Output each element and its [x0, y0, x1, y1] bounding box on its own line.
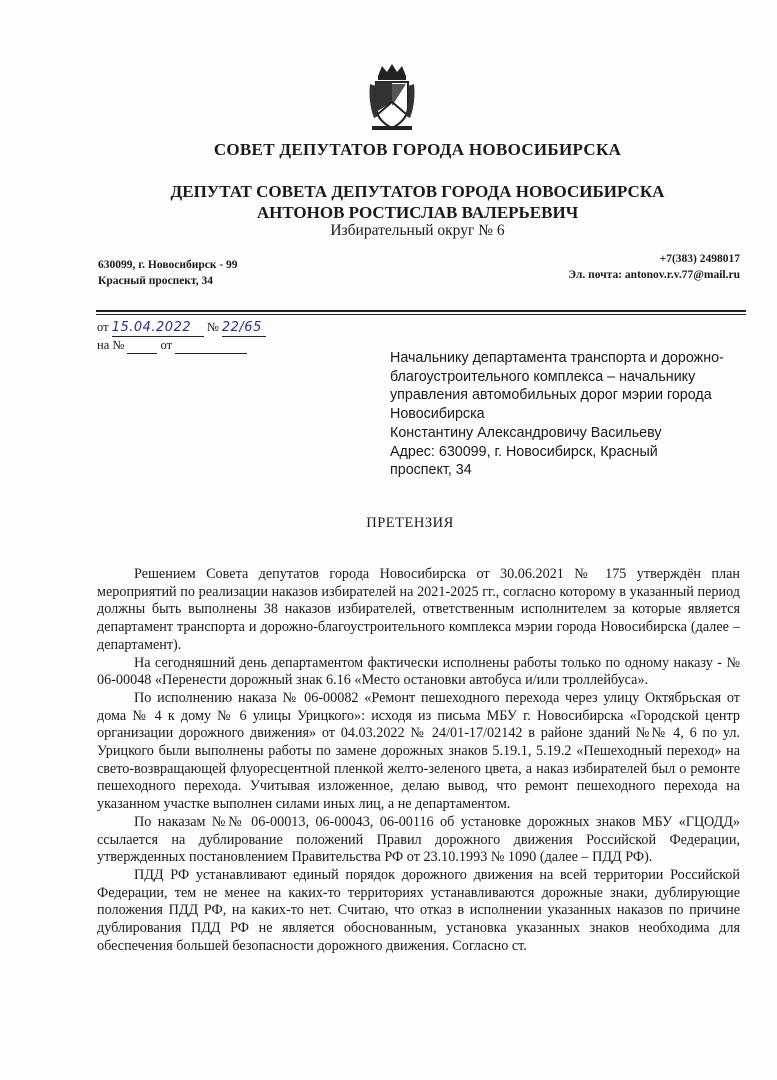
addressee-line: Начальнику департамента транспорта и дорожно- [390, 350, 724, 366]
reply-number-blank [127, 337, 157, 354]
email-address: Эл. почта: antonov.r.v.77@mail.ru [568, 269, 740, 281]
reference-line-outgoing [97, 319, 266, 337]
addressee-line: Константину Александровичу Васильеву [390, 424, 662, 441]
document-title: ПРЕТЕНЗИЯ [366, 515, 454, 531]
council-name: СОВЕТ ДЕПУТАТОВ ГОРОДА НОВОСИБИРСКА [213, 140, 622, 159]
body-paragraph: ПДД РФ устанавливают единый порядок дорожного движения на всей территории Российской Федерации, тем не менее на каких-то территориях устанавливаются дорожные знаки, дублирующие положения ПДД РФ, на каких-то нет. Считаю, что отказ в исполнении указанных наказов по причине дублирования ПДД РФ не является обоснованным, установка указанных знаков необходима для обеспечения большей безопасности дорожного движения. Согласно ст. [97, 866, 740, 954]
from-prefix: от [97, 320, 109, 334]
body-paragraph: По наказам №№ 06-00013, 06-00043, 06-00116 об установке дорожных знаков МБУ «ГЦОДД» ссылается на дублирование положений Правил дорожного движения Российской Федерации, утвержденных постановлением Правительства РФ от 23.10.1993 № 1090 (далее – ПДД РФ). [97, 813, 740, 866]
addressee-line: проспект, 34 [390, 462, 472, 479]
postal-address [98, 257, 238, 289]
document-body [97, 566, 740, 955]
addressee-line: Адрес: 630099, г. Новосибирск, Красный [390, 443, 658, 460]
electoral-district: Избирательный округ № 6 [330, 222, 505, 239]
contact-info [568, 251, 740, 283]
addressee-line: благоустроительного комплекса – начальнику [390, 368, 696, 385]
reference-line-reply [97, 337, 266, 354]
handwritten-number: 22/65 [222, 320, 266, 337]
reply-date-blank [175, 337, 247, 354]
reply-prefix: на № [97, 338, 125, 352]
body-paragraph: На сегодняшний день департаментом фактически исполнены работы только по одному наказу - № 06-00048 «Перенести дорожный знак 6.16 «Место остановки автобуса и/или троллейбуса». [97, 654, 740, 689]
addressee-block [390, 349, 730, 480]
addressee-line: управления автомобильных дорог мэрии города [390, 387, 712, 404]
deputy-title [0, 181, 777, 223]
novosibirsk-coat-of-arms-icon [368, 62, 416, 134]
phone-number: +7(383) 2498017 [659, 253, 740, 265]
deputy-title-line1: ДЕПУТАТ СОВЕТА ДЕПУТАТОВ ГОРОДА НОВОСИБИРСКА [170, 182, 665, 201]
header-divider-thick [96, 310, 746, 312]
address-line2: Красный проспект, 34 [98, 275, 213, 287]
header-divider-thin [96, 314, 746, 315]
handwritten-date: 15.04.2022 [112, 320, 204, 337]
deputy-name: АНТОНОВ РОСТИСЛАВ ВАЛЕРЬЕВИЧ [256, 203, 579, 222]
number-prefix: № [206, 320, 219, 334]
addressee-line: Новосибирска [390, 406, 485, 423]
reply-from: от [160, 338, 173, 352]
body-paragraph: По исполнению наказа № 06-00082 «Ремонт пешеходного перехода через улицу Октябрьская от дома № 4 к дому № 6 улицы Урицкого»: исходя из письма МБУ г. Новосибирска «Городской центр организации дорожного движения» от 04.03.2022 № 24/01-17/02142 в районе зданий №№ 4, 6 по ул. Урицкого были выполнены работы по замене дорожных знаков 5.19.1, 5.19.2 «Пешеходный переход» на свето-возвращающей флуоресцентной пленкой желто-зеленого цвета, а наказ избирателей был о ремонте пешеходного перехода. Учитывая изложенное, делаю вывод, что ремонт пешеходного перехода на указанном участке выполнен силами иных лиц, а не департаментом. [97, 689, 740, 813]
address-line1: 630099, г. Новосибирск - 99 [98, 259, 238, 271]
body-paragraph: Решением Совета депутатов города Новосибирска от 30.06.2021 № 175 утверждён план мероприятий по реализации наказов избирателей на 2021-2025 гг., согласно которому в указанный период должны быть выполнены 38 наказов избирателей, ответственным исполнителем за которые является департамент транспорта и дорожно-благоустроительного комплекса мэрии города Новосибирска (далее – департамент). [97, 566, 740, 653]
outgoing-reference [97, 319, 266, 354]
